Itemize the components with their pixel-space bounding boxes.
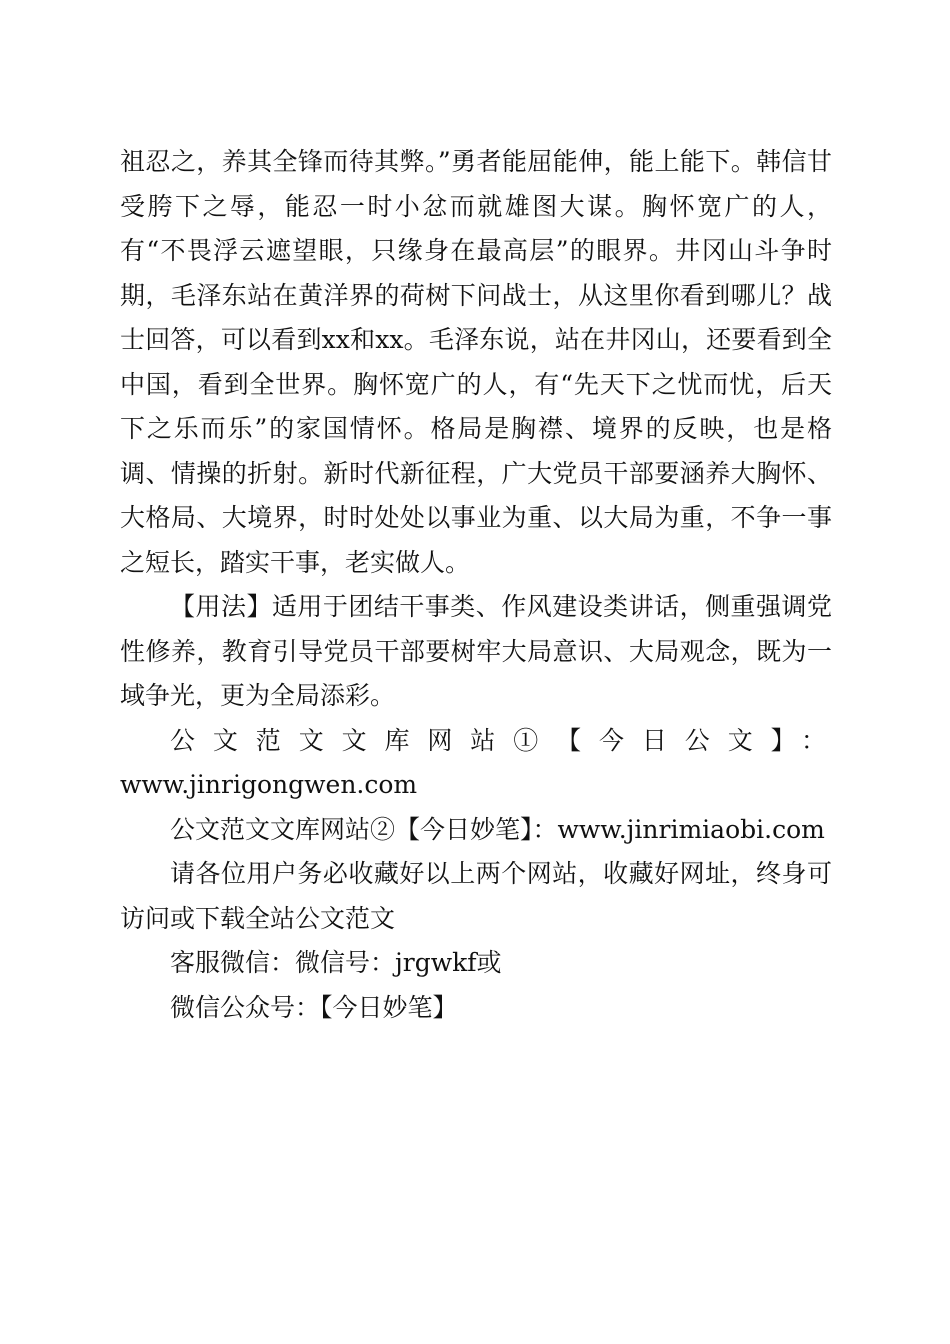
- customer-service-wechat: 客服微信：微信号：jrgwkf或: [170, 948, 502, 977]
- wechat-official-account: 微信公众号：【今日妙笔】: [170, 992, 458, 1022]
- website-1-line: [120, 719, 832, 808]
- website-2-line: 公文范文文库网站②【今日妙笔】：www.jinrimiaobi.com: [170, 814, 825, 844]
- document-page: [120, 140, 832, 1030]
- website-1-url: www.jinrigongwen.com: [120, 770, 418, 799]
- website-1-label: 公文范文文库网站①【今日公文】：: [170, 725, 832, 755]
- usage-paragraph: 【用法】适用于团结干事类、作风建设类讲话，侧重强调党性修养，教育引导党员干部要树牢大局意识、大局观念，既为一域争光，更为全局添彩。: [120, 592, 832, 710]
- body-paragraph: 祖忍之，养其全锋而待其弊。”勇者能屈能伸，能上能下。韩信甘受胯下之辱，能忍一时小忿而就雄图大谋。胸怀宽广的人，有“不畏浮云遮望眼，只缘身在最高层”的眼界。井冈山斗争时期，毛泽东站在黄洋界的荷树下问战士，从这里你看到哪儿？战士回答，可以看到xx和xx。毛泽东说，站在井冈山，还要看到全中国，看到全世界。胸怀宽广的人，有“先天下之忧而忧，后天下之乐而乐”的家国情怀。格局是胸襟、境界的反映，也是格调、情操的折射。新时代新征程，广大党员干部要涵养大胸怀、大格局、大境界，时时处处以事业为重、以大局为重，不争一事之短长，踏实干事，老实做人。: [120, 147, 832, 577]
- bookmark-notice: 请各位用户务必收藏好以上两个网站，收藏好网址，终身可访问或下载全站公文范文: [120, 859, 832, 933]
